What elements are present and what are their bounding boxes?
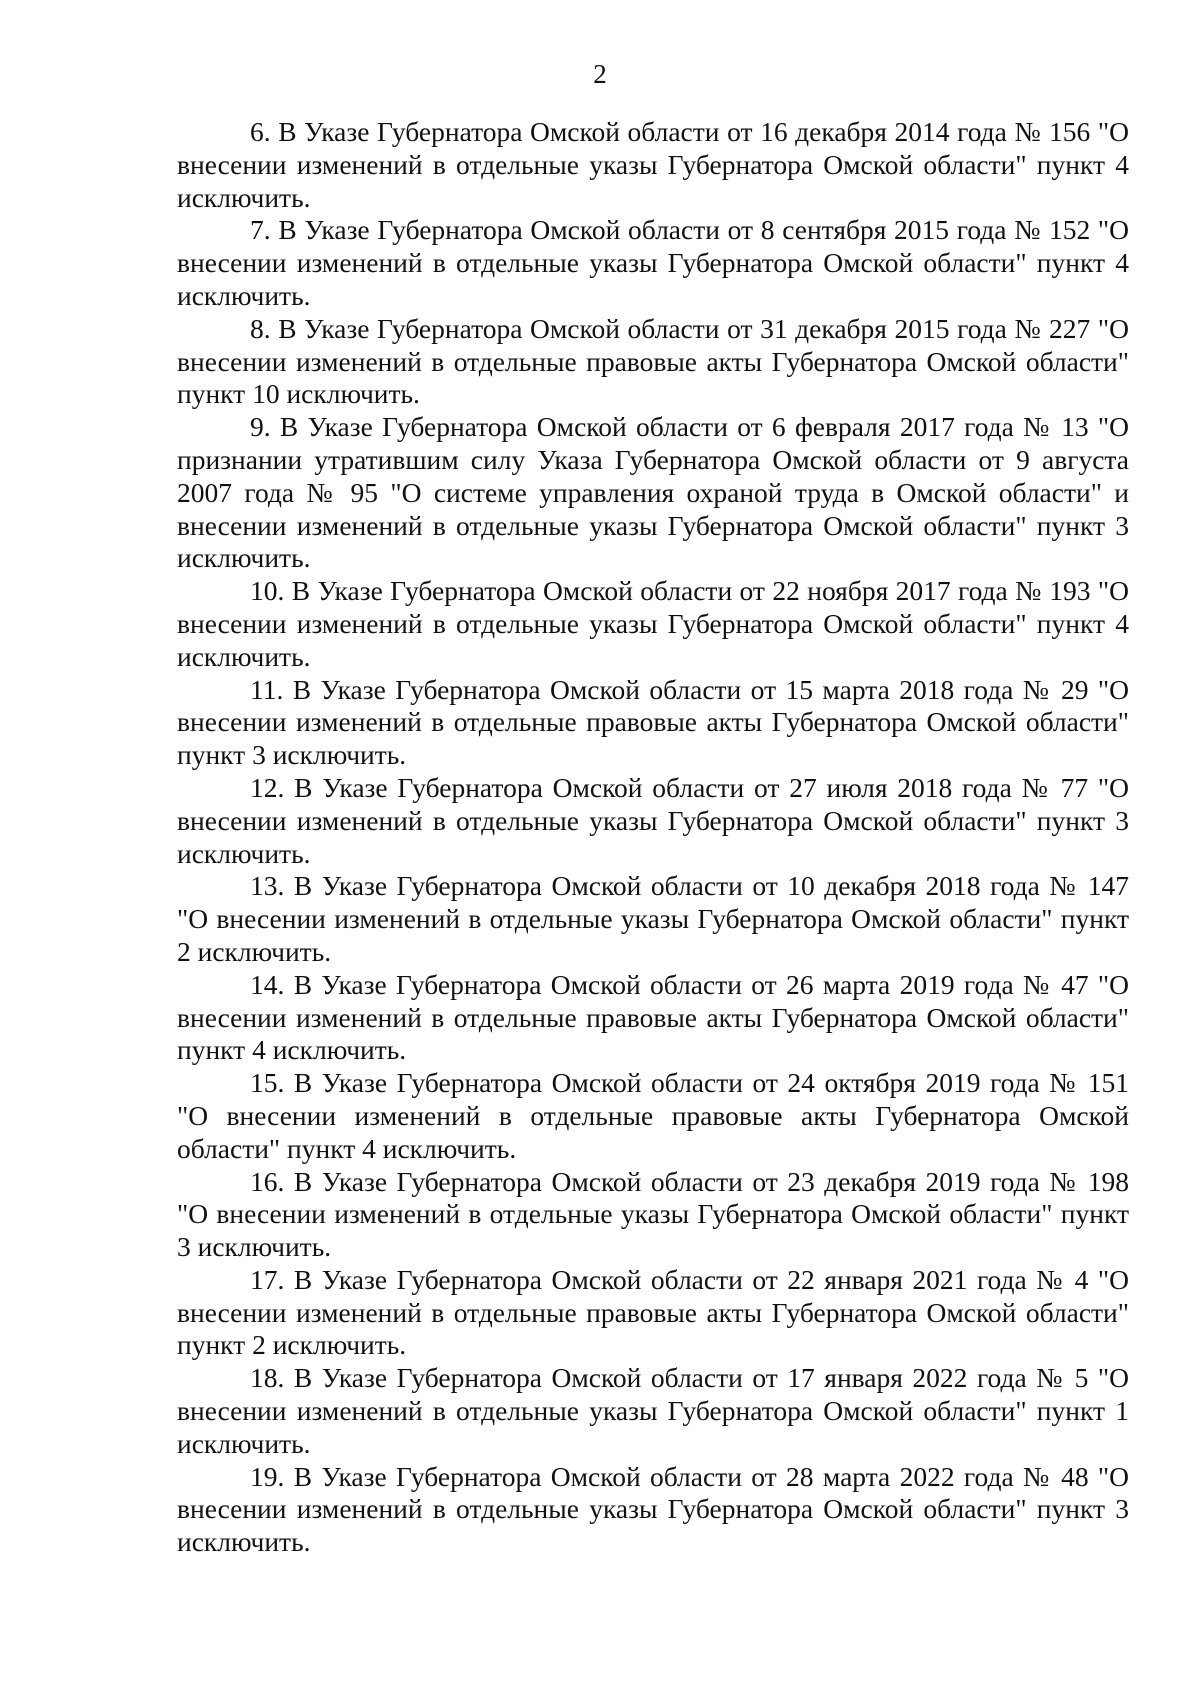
list-item: 19. В Указе Губернатора Омской области от 28 марта 2022 года № 48 "О внесении изменений в отдельные указы Губернатора Омской области" пункт 3 исключить. — [177, 1460, 1129, 1558]
list-item: 15. В Указе Губернатора Омской области от 24 октября 2019 года № 151 "О внесении изменений в отдельные правовые акты Губернатора Омской области" пункт 4 исключить. — [177, 1067, 1129, 1164]
document-body — [177, 116, 1129, 1559]
list-item: 6. В Указе Губернатора Омской области от 16 декабря 2014 года № 156 "О внесении изменений в отдельные указы Губернатора Омской области" пункт 4 исключить. — [177, 116, 1129, 213]
list-item: 18. В Указе Губернатора Омской области от 17 января 2022 года № 5 "О внесении изменений в отдельные указы Губернатора Омской области" пункт 1 исключить. — [177, 1362, 1129, 1459]
list-item: 12. В Указе Губернатора Омской области от 27 июля 2018 года № 77 "О внесении изменений в отдельные указы Губернатора Омской области" пункт 3 исключить. — [177, 771, 1129, 869]
list-item: 17. В Указе Губернатора Омской области от 22 января 2021 года № 4 "О внесении изменений в отдельные правовые акты Губернатора Омской области" пункт 2 исключить. — [177, 1263, 1129, 1361]
list-item: 8. В Указе Губернатора Омской области от 31 декабря 2015 года № 227 "О внесении изменений в отдельные правовые акты Губернатора Омской области" пункт 10 исключить. — [177, 312, 1129, 410]
list-item: 11. В Указе Губернатора Омской области от 15 марта 2018 года № 29 "О внесении изменений в отдельные правовые акты Губернатора Омской области" пункт 3 исключить. — [177, 673, 1129, 771]
page-number: 2 — [593, 59, 607, 89]
list-item: 10. В Указе Губернатора Омской области от 22 ноября 2017 года № 193 "О внесении изменений в отдельные указы Губернатора Омской области" пункт 4 исключить. — [177, 575, 1129, 672]
list-item: 9. В Указе Губернатора Омской области от 6 февраля 2017 года № 13 "О признании утратившим силу Указа Губернатора Омской области от 9 августа 2007 года № 95 "О системе управления охраной труда в Омской области" и внесении изменений в отдельные указы Губернатора Омской области" пункт 3 исключить. — [177, 411, 1129, 574]
list-item: 7. В Указе Губернатора Омской области от 8 сентября 2015 года № 152 "О внесении изменений в отдельные указы Губернатора Омской области" пункт 4 исключить. — [177, 214, 1129, 311]
list-item: 13. В Указе Губернатора Омской области от 10 декабря 2018 года № 147 "О внесении изменений в отдельные указы Губернатора Омской области" пункт 2 исключить. — [177, 870, 1129, 967]
list-item: 16. В Указе Губернатора Омской области от 23 декабря 2019 года № 198 "О внесении изменений в отдельные указы Губернатора Омской области" пункт 3 исключить. — [177, 1165, 1129, 1263]
list-item: 14. В Указе Губернатора Омской области от 26 марта 2019 года № 47 "О внесении изменений в отдельные правовые акты Губернатора Омской области" пункт 4 исключить. — [177, 968, 1129, 1066]
